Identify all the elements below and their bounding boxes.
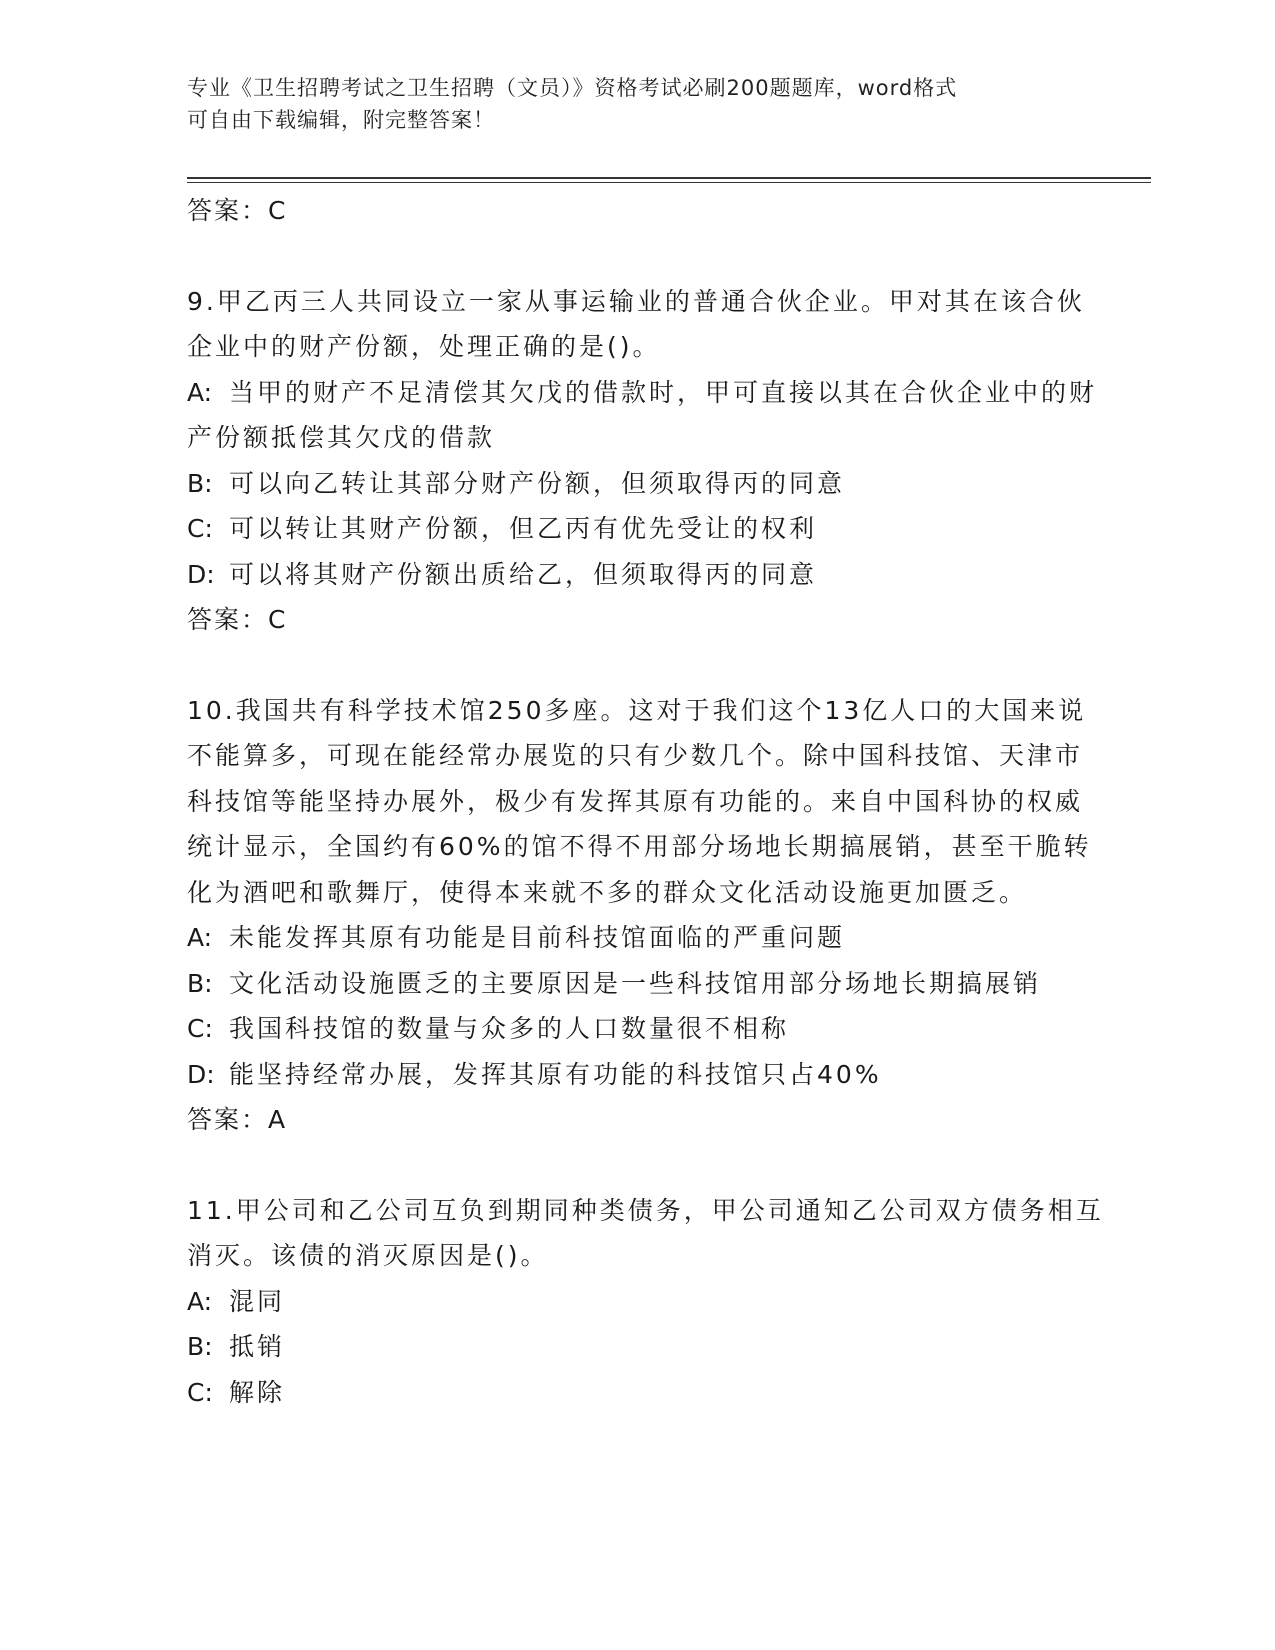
previous-answer: 答案：C: [187, 196, 288, 225]
option-key: C:: [187, 1014, 213, 1043]
header-line-1: 专业《卫生招聘考试之卫生招聘（文员）》资格考试必刷200题题库，word格式: [187, 76, 958, 100]
option-c: [187, 1006, 1107, 1052]
option-c: [187, 1370, 1107, 1416]
page-header: [187, 72, 1087, 136]
question-text: 11.甲公司和乙公司互负到期同种类债务，甲公司通知乙公司双方债务相互消灭。该债的消灭原因是()。: [187, 1195, 1104, 1270]
option-key: C:: [187, 1377, 213, 1407]
header-divider-thick: [187, 177, 1151, 179]
option-key: D:: [187, 1059, 215, 1089]
option-text: 文化活动设施匮乏的主要原因是一些科技馆用部分场地长期搞展销: [229, 968, 1042, 998]
option-a: [187, 370, 1107, 461]
option-b: [187, 461, 1107, 507]
option-key: D:: [187, 559, 215, 589]
option-key: A:: [187, 1286, 213, 1316]
option-b: [187, 961, 1107, 1007]
option-key: B:: [187, 468, 213, 498]
option-text: 可以转让其财产份额，但乙丙有优先受让的权利: [229, 514, 818, 543]
header-line-2: 可自由下载编辑，附完整答案！: [187, 108, 495, 132]
option-c: [187, 506, 1107, 552]
option-text: 混同: [229, 1286, 286, 1316]
header-divider-thin: [187, 182, 1151, 183]
option-d: [187, 552, 1107, 598]
question-text: 9.甲乙丙三人共同设立一家从事运输业的普通合伙企业。甲对其在该合伙企业中的财产份额，处理正确的是()。: [187, 286, 1085, 361]
option-key: B:: [187, 968, 213, 998]
option-b: [187, 1324, 1107, 1370]
option-key: B:: [187, 1332, 213, 1361]
option-text: 可以向乙转让其部分财产份额，但须取得丙的同意: [229, 468, 846, 498]
option-key: A:: [187, 923, 213, 952]
option-key: C:: [187, 514, 213, 543]
question-text: 10.我国共有科学技术馆250多座。这对于我们这个13亿人口的大国来说不能算多，可现在能经常办展览的只有少数几个。除中国科技馆、天津市科技馆等能坚持办展外，极少有发挥其原有功能的。来自中国科协的权威统计显示，全国约有60%的馆不得不用部分场地长期搞展销，甚至干脆转化为酒吧和歌舞厅，使得本来就不多的群众文化活动设施更加匮乏。: [187, 695, 1092, 907]
answer-line: 答案：C: [187, 605, 288, 634]
option-key: A:: [187, 377, 213, 407]
answer-line: 答案：A: [187, 1105, 288, 1134]
option-text: 抵销: [229, 1332, 286, 1361]
question-10: [187, 688, 1107, 1143]
option-text: 我国科技馆的数量与众多的人口数量很不相称: [229, 1014, 790, 1043]
option-a: [187, 1279, 1107, 1325]
option-text: 当甲的财产不足清偿其欠戊的借款时，甲可直接以其在合伙企业中的财产份额抵偿其欠戊的借款: [187, 377, 1098, 452]
option-d: [187, 1052, 1107, 1098]
document-body: [187, 188, 1107, 1415]
option-text: 能坚持经常办展，发挥其原有功能的科技馆只占40%: [229, 1059, 882, 1089]
option-text: 未能发挥其原有功能是目前科技馆面临的严重问题: [229, 923, 846, 952]
question-11: [187, 1188, 1107, 1416]
option-text: 解除: [229, 1377, 286, 1407]
question-9: [187, 279, 1107, 643]
option-a: [187, 915, 1107, 961]
option-text: 可以将其财产份额出质给乙，但须取得丙的同意: [229, 559, 818, 589]
